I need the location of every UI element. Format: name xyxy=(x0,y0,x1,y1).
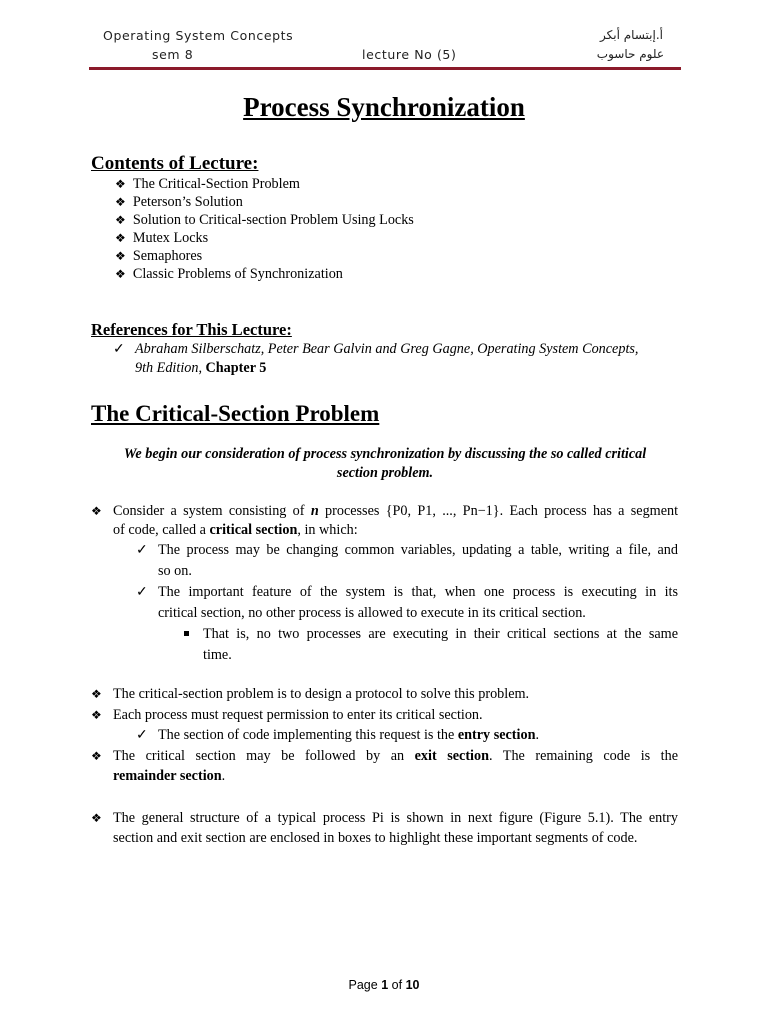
reference-line-2: 9th Edition, Chapter 5 xyxy=(135,360,267,376)
section-heading: The Critical-Section Problem xyxy=(91,401,380,426)
check-bullet-icon: ✓ xyxy=(136,584,148,600)
check-item-2-line-1: The important feature of the system is that, when one process is executing in its xyxy=(158,584,678,600)
square-item-line-1: That is, no two processes are executing in their critical sections at the same xyxy=(203,626,678,642)
list-item: ❖ Classic Problems of Synchronization xyxy=(115,266,343,282)
header-semester: sem 8 xyxy=(152,47,194,62)
page-footer: Page 1 of 10 xyxy=(348,978,420,992)
header-dept: علوم حاسوب xyxy=(596,47,664,61)
header-lecture: lecture No (5) xyxy=(362,47,457,62)
square-bullet-icon xyxy=(184,631,189,636)
paragraph-4-line-2: remainder section. xyxy=(113,768,226,784)
check-item-3: The section of code implementing this request is the entry section. xyxy=(158,727,540,743)
list-item: ❖ Peterson’s Solution xyxy=(115,194,243,210)
diamond-bullet-icon: ❖ xyxy=(91,811,102,825)
check-bullet-icon: ✓ xyxy=(136,542,148,558)
paragraph-5-line-1: The general structure of a typical process Pi is shown in next figure (Figure 5.1). The entry xyxy=(113,810,678,826)
check-bullet-icon: ✓ xyxy=(136,727,148,743)
page-total: 10 xyxy=(405,978,420,992)
diamond-bullet-icon: ❖ xyxy=(91,687,102,701)
diamond-bullet-icon: ❖ xyxy=(115,249,126,263)
list-item: ❖ Solution to Critical-section Problem Using Locks xyxy=(115,212,414,228)
header-rule xyxy=(89,67,681,70)
diamond-bullet-icon: ❖ xyxy=(91,708,102,722)
check-item-1-line-2: so on. xyxy=(158,563,192,579)
paragraph-3: Each process must request permission to enter its critical section. xyxy=(113,707,483,723)
list-item: ❖ Mutex Locks xyxy=(115,230,209,246)
check-item-1-line-1: The process may be changing common variables, updating a table, writing a file, and xyxy=(158,542,678,558)
diamond-bullet-icon: ❖ xyxy=(91,749,102,763)
diamond-bullet-icon: ❖ xyxy=(115,231,126,245)
diamond-bullet-icon: ❖ xyxy=(115,177,126,191)
diamond-bullet-icon: ❖ xyxy=(115,195,126,209)
paragraph-1-line-1: Consider a system consisting of n processes {P0, P1, ..., Pn−1}. Each process has a segment xyxy=(113,503,679,519)
contents-heading: Contents of Lecture: xyxy=(91,153,259,174)
reference-line-1: Abraham Silberschatz, Peter Bear Galvin and Greg Gagne, Operating System Concepts, xyxy=(135,341,639,357)
page-title: Process Synchronization xyxy=(243,92,525,122)
paragraph-4-line-1: The critical section may be followed by an exit section. The remaining code is the xyxy=(113,748,679,764)
references-heading: References for This Lecture: xyxy=(91,320,292,339)
diamond-bullet-icon: ❖ xyxy=(115,213,126,227)
contents-list xyxy=(115,175,414,284)
paragraph-1-line-2: of code, called a critical section, in which: xyxy=(113,522,358,538)
check-item-2-line-2: critical section, no other process is allowed to execute in its critical section. xyxy=(158,605,586,621)
list-item: ❖ The Critical-Section Problem xyxy=(115,176,300,192)
diamond-bullet-icon: ❖ xyxy=(115,267,126,281)
page-number: 1 xyxy=(381,978,389,992)
paragraph-5-line-2: section and exit section are enclosed in boxes to highlight these important segments of code. xyxy=(113,830,638,846)
square-item-line-2: time. xyxy=(203,647,232,663)
section-intro: We begin our consideration of process synchronization by discussing the so called critical section problem. xyxy=(123,446,647,481)
diamond-bullet-icon: ❖ xyxy=(91,504,102,518)
header-course: Operating System Concepts xyxy=(103,28,294,43)
check-bullet-icon: ✓ xyxy=(113,341,125,357)
list-item: ❖ Semaphores xyxy=(115,248,203,264)
header-author: أ.إبتسام أبكر xyxy=(600,28,663,42)
paragraph-2: The critical-section problem is to design a protocol to solve this problem. xyxy=(113,686,530,702)
